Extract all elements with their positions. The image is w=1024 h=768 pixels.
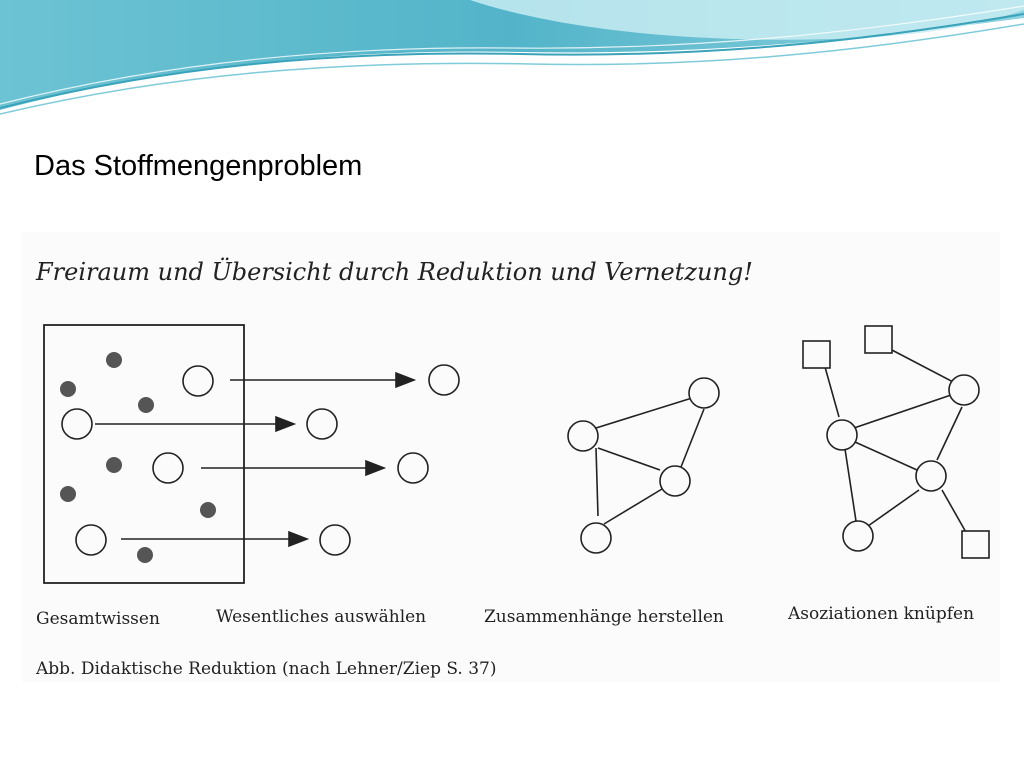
arrowhead	[276, 417, 294, 431]
figure-caption: Abb. Didaktische Reduktion (nach Lehner/Ziep S. 37)	[36, 659, 497, 679]
scattered-dots	[60, 352, 216, 563]
association-edge	[854, 395, 951, 428]
network-edge	[596, 448, 598, 516]
label-wesentliches-auswaehlen: Wesentliches auswählen	[216, 607, 427, 627]
network-node	[660, 466, 690, 496]
association-node	[949, 375, 979, 405]
association-edge	[868, 490, 919, 526]
dot	[60, 486, 76, 502]
arrowhead	[396, 373, 414, 387]
dot	[200, 502, 216, 518]
dot	[138, 397, 154, 413]
network-edge	[596, 398, 692, 428]
association-square	[962, 531, 989, 558]
chosen-circle	[307, 409, 337, 439]
network-edge	[681, 409, 704, 467]
selected-circle	[183, 366, 213, 396]
didactic-reduction-figure	[22, 232, 1000, 682]
selected-circle	[76, 525, 106, 555]
chosen-circle	[320, 525, 350, 555]
figure-diagram	[22, 232, 1000, 682]
association-network	[803, 326, 989, 558]
network-node	[568, 421, 598, 451]
dot	[106, 457, 122, 473]
association-node	[843, 521, 873, 551]
label-asoziationen-knuepfen: Asoziationen knüpfen	[788, 604, 975, 624]
network-node	[689, 378, 719, 408]
chosen-circle	[429, 365, 459, 395]
knowledge-box	[44, 325, 244, 583]
dot	[106, 352, 122, 368]
association-edge	[890, 349, 957, 384]
association-square	[803, 341, 830, 368]
association-node	[916, 461, 946, 491]
association-node	[827, 420, 857, 450]
dot	[137, 547, 153, 563]
label-gesamtwissen: Gesamtwissen	[36, 609, 160, 629]
association-square	[865, 326, 892, 353]
selected-circle	[153, 453, 183, 483]
association-edge	[825, 367, 839, 417]
header-wave-decoration	[0, 0, 1024, 120]
arrowhead	[289, 532, 307, 546]
association-edge	[937, 407, 962, 460]
figure-heading: Freiraum und Übersicht durch Reduktion und Vernetzung!	[36, 258, 753, 286]
network-edge	[604, 489, 662, 524]
chosen-circle	[398, 453, 428, 483]
association-edge	[855, 442, 917, 470]
slide-title: Das Stoffmengenproblem	[34, 150, 363, 182]
label-zusammenhaenge-herstellen: Zusammenhänge herstellen	[484, 607, 724, 627]
selected-circle	[62, 409, 92, 439]
association-edge	[942, 490, 967, 534]
connection-network	[568, 378, 719, 553]
dot	[60, 381, 76, 397]
association-edge	[845, 449, 856, 521]
arrowhead	[366, 461, 384, 475]
network-node	[581, 523, 611, 553]
network-edge	[598, 448, 660, 470]
